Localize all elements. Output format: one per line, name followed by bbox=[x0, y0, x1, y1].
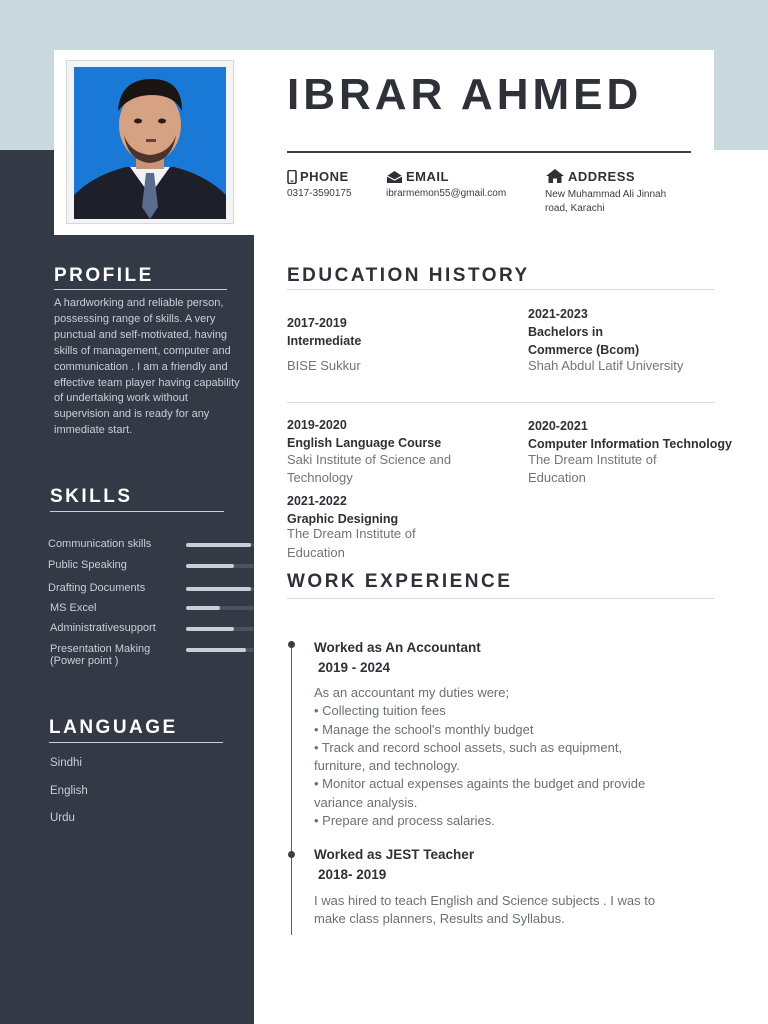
email-heading: EMAIL bbox=[386, 169, 449, 184]
skill-label: Administrativesupport bbox=[50, 622, 156, 634]
portrait-image bbox=[74, 67, 226, 219]
edu-degree: Bachelors in bbox=[528, 325, 604, 339]
skill-label: Drafting Documents bbox=[48, 582, 146, 594]
education-row-divider bbox=[287, 402, 715, 403]
skill-bar bbox=[186, 606, 254, 610]
work-divider bbox=[287, 598, 715, 599]
edu-institution: Shah Abdul Latif University bbox=[528, 358, 684, 373]
edu-years: 2020-2021 bbox=[528, 419, 588, 433]
edu-institution-cont: Technology bbox=[287, 470, 353, 485]
skills-title: SKILLS bbox=[50, 486, 133, 507]
skill-bar bbox=[186, 543, 254, 547]
education-title: EDUCATION HISTORY bbox=[287, 265, 530, 286]
skill-bar bbox=[186, 564, 254, 568]
job-line: make class planners, Results and Syllabus. bbox=[314, 911, 565, 927]
skills-divider bbox=[50, 511, 224, 512]
skill-bar bbox=[186, 627, 254, 631]
phone-heading: PHONE bbox=[287, 169, 349, 184]
timeline-dot bbox=[288, 851, 295, 858]
job-period: 2018- 2019 bbox=[318, 867, 387, 882]
skill-bar bbox=[186, 648, 254, 652]
skill-label-cont: (Power point ) bbox=[50, 655, 119, 667]
language-item: Sindhi bbox=[50, 757, 82, 769]
edu-degree: Graphic Designing bbox=[287, 512, 399, 526]
language-divider bbox=[49, 742, 223, 743]
edu-degree: English Language Course bbox=[287, 436, 442, 450]
timeline-line bbox=[291, 645, 292, 935]
edu-institution: The Dream Institute of bbox=[287, 526, 416, 541]
timeline-dot bbox=[288, 641, 295, 648]
language-item: English bbox=[50, 785, 88, 797]
skill-label: Public Speaking bbox=[48, 559, 127, 571]
job-line: • Manage the school's monthly budget bbox=[314, 721, 534, 737]
edu-years: 2017-2019 bbox=[287, 316, 347, 330]
profile-title: PROFILE bbox=[54, 265, 154, 286]
edu-years: 2021-2022 bbox=[287, 494, 347, 508]
skill-label: MS Excel bbox=[50, 602, 97, 614]
job-line: • Collecting tuition fees bbox=[314, 703, 446, 719]
job-line: As an accountant my duties were; bbox=[314, 685, 510, 700]
edu-institution-cont: Education bbox=[528, 470, 586, 485]
skill-label: Communication skills bbox=[48, 538, 152, 550]
work-title: WORK EXPERIENCE bbox=[287, 571, 513, 592]
job-title: Worked as An Accountant bbox=[314, 640, 481, 655]
name-divider bbox=[287, 151, 691, 153]
profile-photo bbox=[66, 60, 234, 224]
edu-institution: Saki Institute of Science and bbox=[287, 452, 452, 467]
job-description bbox=[314, 684, 645, 830]
edu-degree: Computer Information Technology bbox=[528, 437, 732, 451]
address-line-2: road, Karachi bbox=[545, 203, 605, 214]
job-description bbox=[314, 892, 655, 929]
job-line: I was hired to teach English and Science subjects . I was to bbox=[314, 893, 656, 908]
edu-degree-cont: Commerce (Bcom) bbox=[528, 343, 640, 357]
language-title: LANGUAGE bbox=[49, 717, 178, 738]
phone-icon bbox=[287, 170, 297, 184]
job-line: • Prepare and process salaries. bbox=[314, 813, 495, 829]
home-icon bbox=[545, 168, 565, 184]
job-line: • Monitor actual expenses againts the budget and provide bbox=[314, 776, 646, 792]
address-heading: ADDRESS bbox=[545, 168, 635, 184]
job-line: variance analysis. bbox=[314, 794, 418, 810]
edu-institution-cont: Education bbox=[287, 545, 345, 560]
phone-value: 0317-3590175 bbox=[287, 188, 352, 199]
profile-text: A hardworking and reliable person, possessing range of skills. A very punctual and self-motivated, having skills of management, computer and communication . I am a friendly and effective team player having capability of undertaking work without supervision and is ready for any immediate start. bbox=[54, 297, 240, 437]
edu-years: 2021-2023 bbox=[528, 307, 588, 321]
skill-bar bbox=[186, 587, 254, 591]
job-period: 2019 - 2024 bbox=[318, 660, 391, 675]
edu-years: 2019-2020 bbox=[287, 418, 347, 432]
candidate-name: IBRAR AHMED bbox=[287, 70, 643, 119]
edu-institution: BISE Sukkur bbox=[287, 358, 361, 373]
edu-degree: Intermediate bbox=[287, 334, 362, 348]
job-line: • Track and record school assets, such as equipment, bbox=[314, 739, 623, 755]
skill-label: Presentation Making bbox=[50, 643, 151, 655]
address-line-1: New Muhammad Ali Jinnah bbox=[545, 189, 667, 200]
language-item: Urdu bbox=[50, 812, 75, 824]
edu-institution: The Dream Institute of bbox=[528, 452, 657, 467]
job-line: furniture, and technology. bbox=[314, 758, 460, 774]
email-value: ibrarmemon55@gmail.com bbox=[386, 188, 507, 199]
email-icon bbox=[386, 170, 403, 184]
profile-divider bbox=[54, 289, 227, 290]
job-title: Worked as JEST Teacher bbox=[314, 847, 475, 862]
education-divider bbox=[287, 289, 715, 290]
